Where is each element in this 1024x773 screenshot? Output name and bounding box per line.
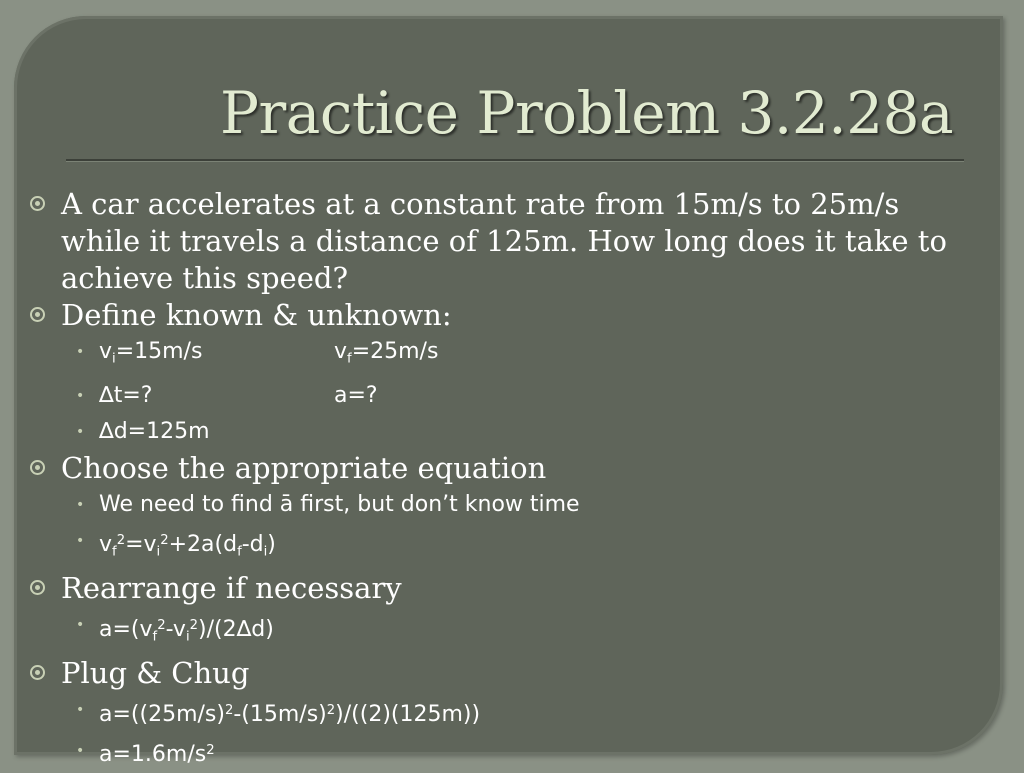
dot-bullet-icon: • bbox=[76, 742, 85, 759]
result-acceleration: $a=1.6m/s^2$ bbox=[99, 741, 215, 767]
step-plug-label: Plug & Chug bbox=[61, 656, 250, 691]
circle-bullet-icon bbox=[30, 307, 45, 322]
dot-bullet-icon: • bbox=[76, 496, 85, 513]
step-define-label: Define known & unknown: bbox=[61, 298, 452, 332]
initial-velocity: $v_i=15m/s$ bbox=[99, 339, 203, 367]
unknown-time: ∆t=? bbox=[99, 382, 153, 408]
step-rearrange bbox=[28, 570, 968, 607]
step-define bbox=[28, 297, 968, 334]
step-choose-label: Choose the appropriate equation bbox=[61, 450, 547, 485]
circle-bullet-icon bbox=[30, 580, 45, 595]
note-row bbox=[28, 487, 968, 523]
problem-statement bbox=[28, 186, 968, 297]
known-distance: ∆d=125m bbox=[99, 418, 210, 444]
step-choose bbox=[28, 450, 968, 487]
problem-text: A car accelerates at a constant rate from 15m/s to 25m/s while it travels a distance of 125m. How long does it take to achieve this speed? bbox=[61, 187, 947, 295]
known-row-distance bbox=[28, 414, 968, 450]
slide-title: Practice Problem 3.2.28a bbox=[220, 79, 954, 147]
rearranged-row bbox=[28, 607, 968, 655]
plug-row bbox=[28, 692, 968, 732]
slide-content bbox=[28, 186, 968, 773]
rearranged-equation: $a=(v_f^2-v_i^2)/(2\Delta d)$ bbox=[99, 616, 274, 645]
result-row bbox=[28, 733, 968, 773]
circle-bullet-icon bbox=[30, 665, 45, 680]
equation-row bbox=[28, 523, 968, 571]
unknown-acceleration: a=? bbox=[334, 382, 378, 408]
circle-bullet-icon bbox=[30, 196, 45, 211]
final-velocity: $v_f=25m/s$ bbox=[334, 339, 439, 367]
note-find-acceleration: We need to find ā first, but don’t know time bbox=[99, 491, 580, 517]
title-divider bbox=[66, 159, 964, 162]
step-rearrange-label: Rearrange if necessary bbox=[61, 571, 402, 606]
dot-bullet-icon: • bbox=[76, 617, 85, 634]
dot-bullet-icon: • bbox=[76, 387, 85, 404]
plugged-equation: $a=((25m/s)^2-(15m/s)^2)/((2)(125m))$ bbox=[99, 701, 481, 727]
kinematic-equation: $v_f^2=v_i^2+2a(d_f-d_i)$ bbox=[99, 531, 276, 560]
dot-bullet-icon: • bbox=[76, 423, 85, 440]
dot-bullet-icon: • bbox=[76, 702, 85, 719]
known-row-velocities bbox=[28, 334, 968, 378]
circle-bullet-icon bbox=[30, 460, 45, 475]
step-plug bbox=[28, 655, 968, 692]
dot-bullet-icon: • bbox=[76, 344, 85, 360]
dot-bullet-icon: • bbox=[76, 532, 85, 549]
known-row-unknowns bbox=[28, 378, 968, 414]
